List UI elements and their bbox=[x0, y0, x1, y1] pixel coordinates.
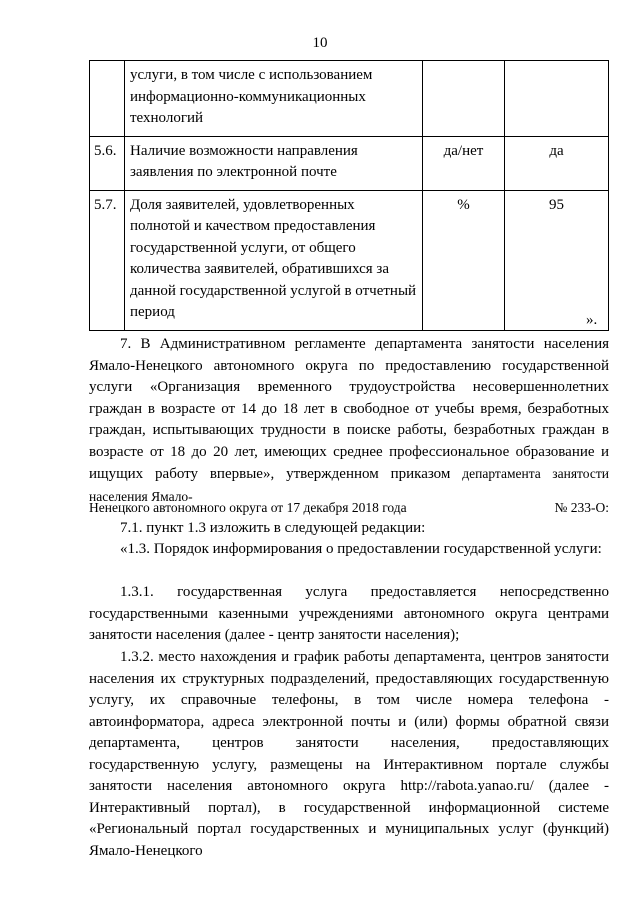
table-closing-quote: ». bbox=[586, 312, 598, 328]
order-date: Ненецкого автономного округа от 17 декабря 2018 года bbox=[89, 500, 407, 515]
approved-by-order: утвержденном приказом bbox=[286, 466, 451, 482]
paragraph-1-3-1: 1.3.1. государственная услуга предоставляется непосредственно государственными казенными учреждениями автономного округа центрами занятости населения (далее - центр занятости населения); bbox=[89, 584, 609, 643]
row-unit: да/нет bbox=[423, 136, 505, 190]
table-row bbox=[90, 136, 609, 190]
row-unit: % bbox=[423, 190, 505, 330]
order-line bbox=[89, 497, 609, 519]
row-number: 5.7. bbox=[90, 190, 125, 330]
row-name: Доля заявителей, удовлетворенных полнотой и качеством предоставления государственной услуги, от общего количества заявителей, обратившихся за данной государственной услугой в отчетный период bbox=[125, 190, 423, 330]
page-number: 10 bbox=[312, 35, 328, 51]
row-value: да bbox=[505, 136, 609, 190]
table-row bbox=[90, 190, 609, 330]
department-name: департамента занятости населения Ямало- bbox=[89, 466, 609, 504]
paragraph-7-1: 7.1. пункт 1.3 изложить в следующей редакции: bbox=[120, 520, 426, 536]
row-unit bbox=[423, 61, 505, 137]
row-name: Наличие возможности направления заявления по электронной почте bbox=[125, 136, 423, 190]
row-value bbox=[505, 61, 609, 137]
paragraph-1-3: «1.3. Порядок информирования о предоставлении государственной услуги: bbox=[120, 541, 602, 557]
table-row bbox=[90, 61, 609, 137]
row-number bbox=[90, 61, 125, 137]
row-name: услуги, в том числе с использованием информационно-коммуникационных технологий bbox=[125, 61, 423, 137]
row-value: 95 bbox=[505, 190, 609, 330]
order-number: № 233-О: bbox=[554, 500, 609, 515]
paragraph-7-text: 7. В Административном регламенте департамента занятости населения Ямало-Ненецкого автономного округа по предоставлению государственной услуги «Организация временного трудоустройства несовершеннолетних граждан в возрасте от 14 до 18 лет в свободное от учебы время, безработных граждан, испытывающих трудности в поиске работы, безработных граждан в возрасте от 18 до 20 лет, имеющих среднее профессиональное образование и ищущих работу впервые», bbox=[89, 336, 609, 482]
paragraph-1-3-2: 1.3.2. место нахождения и график работы департамента, центров занятости населения их структурных подразделений, предоставляющих государственную услугу, их справочные телефоны, в том числе номера телефона - автоинформатора, адреса электронной почты и (или) формы обратной связи департамента, центров занятости населения, предоставляющих государственную услугу, размещены на Интерактивном портале службы занятости населения автономного округа http://rabota.yanao.ru/ (далее - Интерактивный портал), в государственной информационной системе «Региональный портал государственных и муниципальных услуг (функций) Ямало-Ненецкого bbox=[89, 649, 609, 859]
indicators-table bbox=[89, 60, 609, 331]
row-number: 5.6. bbox=[90, 136, 125, 190]
paragraph-7 bbox=[89, 334, 609, 508]
